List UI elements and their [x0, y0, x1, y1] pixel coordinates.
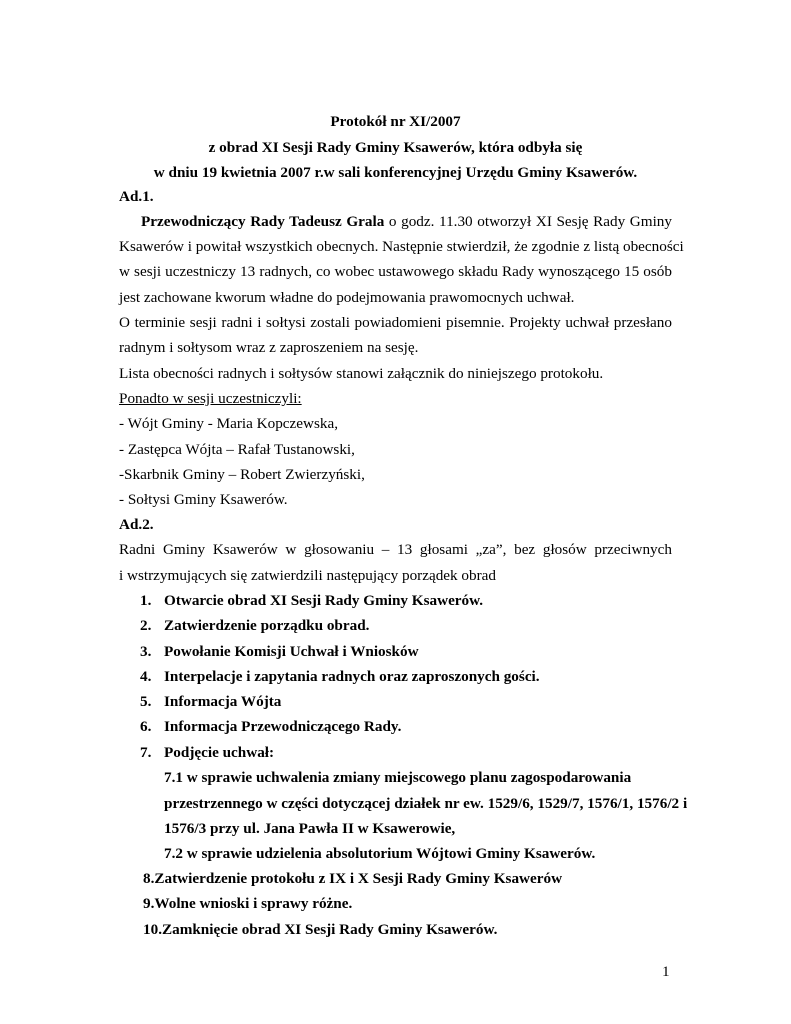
agenda-item-9: 9.Wolne wnioski i sprawy różne. — [143, 895, 353, 912]
paragraph-opening-line-1 — [141, 212, 672, 232]
agenda-item-8: 8.Zatwierdzenie protokołu z IX i X Sesji Rady Gminy Ksawerów — [143, 870, 563, 887]
agenda-subitem-7-2: 7.2 w sprawie udzielenia absolutorium Wójtowi Gminy Ksawerów. — [164, 845, 596, 862]
document-subtitle-line-2: w dniu 19 kwietnia 2007 r.w sali konferencyjnej Urzędu Gminy Ksawerów. — [153, 164, 638, 181]
agenda-item: 1. Otwarcie obrad XI Sesji Rady Gminy Ksawerów. — [140, 592, 484, 609]
section-heading-ad2: Ad.2. — [119, 516, 154, 533]
attendees-heading: Ponadto w sesji uczestniczyli: — [119, 390, 302, 407]
paragraph-opening-line-4: jest zachowane kworum władne do podejmowania prawomocnych uchwał. — [119, 289, 575, 306]
agenda-item: 5. Informacja Wójta — [140, 693, 282, 710]
document-subtitle-line-1: z obrad XI Sesji Rady Gminy Ksawerów, która odbyła się — [208, 139, 583, 156]
paragraph-notice-line-1: O terminie sesji radni i sołtysi zostali powiadomieni pisemnie. Projekty uchwał przesłano — [119, 314, 672, 331]
attendee-item: - Zastępca Wójta – Rafał Tustanowski, — [119, 441, 355, 458]
paragraph-opening-line-3: w sesji uczestniczy 13 radnych, co wobec ustawowego składu Rady wynoszącego 15 osób — [119, 263, 672, 280]
document-title: Protokół nr XI/2007 — [330, 113, 461, 130]
attendee-item: - Sołtysi Gminy Ksawerów. — [119, 491, 288, 508]
agenda-item: 3. Powołanie Komisji Uchwał i Wniosków — [140, 643, 419, 660]
agenda-item: 4. Interpelacje i zapytania radnych oraz zaproszonych gości. — [140, 668, 540, 685]
agenda-item: 6. Informacja Przewodniczącego Rady. — [140, 718, 402, 735]
paragraph-opening-text: o godz. 11.30 otworzył XI Sesję Rady Gminy — [384, 213, 672, 230]
paragraph-attendance-list: Lista obecności radnych i sołtysów stanowi załącznik do niniejszego protokołu. — [119, 365, 604, 382]
paragraph-vote-line-1: Radni Gminy Ksawerów w głosowaniu – 13 głosami „za”, bez głosów przeciwnych — [119, 541, 672, 558]
attendee-item: - Wójt Gminy - Maria Kopczewska, — [119, 415, 339, 432]
chairman-name: Przewodniczący Rady Tadeusz Grala — [141, 213, 385, 230]
agenda-subitem-7-1-line-1: 7.1 w sprawie uchwalenia zmiany miejscowego planu zagospodarowania — [164, 769, 632, 786]
agenda-item: 2. Zatwierdzenie porządku obrad. — [140, 617, 370, 634]
agenda-subitem-7-1-line-2: przestrzennego w części dotyczącej działek nr ew. 1529/6, 1529/7, 1576/1, 1576/2 i — [164, 795, 688, 812]
page-number: 1 — [662, 963, 670, 980]
paragraph-vote-line-2: i wstrzymujących się zatwierdzili następujący porządek obrad — [119, 567, 497, 584]
agenda-item-10: 10.Zamknięcie obrad XI Sesji Rady Gminy Ksawerów. — [143, 921, 498, 938]
paragraph-notice-line-2: radnym i sołtysom wraz z zaproszeniem na sesję. — [119, 339, 419, 356]
attendee-item: -Skarbnik Gminy – Robert Zwierzyński, — [119, 466, 365, 483]
agenda-item: 7. Podjęcie uchwał: — [140, 744, 275, 761]
section-heading-ad1: Ad.1. — [119, 188, 154, 205]
agenda-subitem-7-1-line-3: 1576/3 przy ul. Jana Pawła II w Ksawerowie, — [164, 820, 456, 837]
paragraph-opening-line-2: Ksawerów i powitał wszystkich obecnych. Następnie stwierdził, że zgodnie z listą obecności — [119, 238, 684, 255]
